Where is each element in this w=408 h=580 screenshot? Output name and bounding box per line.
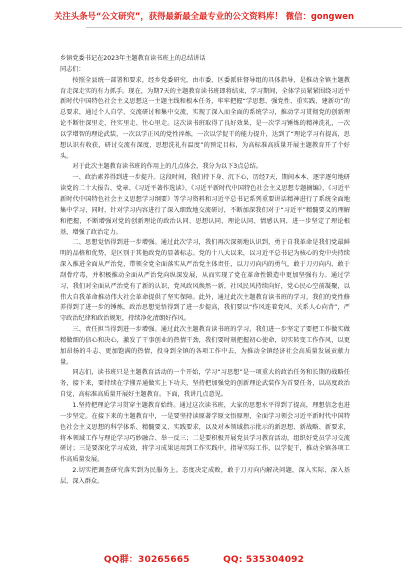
banner-divider bbox=[86, 27, 402, 28]
qq-group-number: 30265665 bbox=[138, 555, 190, 565]
paragraph: 三、责任担当得到进一步增强。通过此次主题教育读书班的学习，我们进一步坚定了要把工作做实做精做细的信心和决心，激发了干事创业的热情干劲，我们要时刻把握初心使命，切实转变工作作风，以更加昂扬的斗志、更加饱满的热情，投身到全镇的各项工作中去，为推动全镇经济社会高质量发展贡献力量。 bbox=[60, 326, 350, 366]
paragraph: 一、政治素养得到进一步提升。这段时间，我们持下身、沉下心，历经7天，期间本本、逐字逐句地研读党的二十大报告、党章、《习近平著作选读》、《习近平新时代中国特色社会主义思想专题摘编》、《习近平新时代中国特色社会主义思想学习纲要》等学习资料和习近平总书记系列重要讲话精神进行了系统全面地集中学习，同时，针对学习内容进行了深入细致地交流研讨，不断加深我们对于“习近平”精髓要义的理解和把握，不断增强对党的创新理论的政治认同、思想认同、理论认同、情感认同，进一步坚定了理论根基，增强了政治定力。 bbox=[60, 174, 350, 236]
paragraph: 按照全县统一部署和要求，经乡党委研究，由市委、区委派驻督导组的具体指导，是推动全镇主题教育走深走实的有力抓手。现在，为期7天的主题教育读书班即将结束，学习期间，全体学员紧紧围绕习近平新时代中国特色社会主义思想这一主题主线和根本任务，牢牢把握“学思想、强党性、重实践、建新功”的总要求，通过个人自学、交流研讨和集中交流，实现了深入而全面的系统学习，推动学习贯彻党的创新理论不断往深里走、往实里走、往心里走。这次读书班取得了良好效果，是一次学习锤炼的精神洗礼，一次以学增智的理论武装，一次以学正风的党性淬炼，一次以学促干的能力提升，达到了“理论学习有提高，思想认识有收获，研讨交流有深度，思想洗礼有温度”的预定目标，为高标准高质量开展主题教育开了个好头。 bbox=[60, 76, 350, 160]
document-title: 乡镇党委书记在2023年主题教育读书班上的总结讲话 bbox=[60, 55, 206, 62]
qq-label: QQ: bbox=[223, 555, 243, 565]
salutation: 同志们： bbox=[60, 65, 85, 73]
document-body bbox=[60, 54, 350, 488]
qq-group-label: QQ群： bbox=[103, 555, 139, 565]
paragraph: 对于此次主题教育读书班的作用上的几点体会，我分为以下3点总结。 bbox=[72, 163, 262, 171]
qq-number: 535304092 bbox=[245, 555, 305, 565]
paragraph: 1.坚持把理论学习贯穿主题教育始终。通过这次读书班，大家的思想水平得到了提高，理想信念也进一步坚定。在接下来的主题教育中，一是要坚持读原著学原文悟原理，全面学习领会习近平新时代中国特色社会主义思想的科学体系、精髓要义、实践要求，以及对本领域指示批示的新思想、新战略、新要求，将本领域工作与理论学习巧妙融合、举一反三；二是要积极开展党员学习教育活动，组织好党员学习交流研讨；三是要深化学习成效，将学习成果运用到工作实践中，指导实际工作，以学促干，推动全镇各项工作高质量发展。 bbox=[60, 402, 350, 464]
paragraph: 2.切实把调查研究落实到为民服务上。态度决定成败，敢于刀刃向内解决问题，深入实际、深入基层、深入群众。 bbox=[60, 467, 350, 485]
paragraph: 同志们，读书班只是主题教育活动的一个开始，学习“习思想”是一项重大的政治任务和长期的战略任务，接下来，要持续在学懂弄通做实上下功夫，坚持把加强党的创新理论武装作为首要任务，以高度政治自觉，高标准高质量开展好主题教育。下面，我讲几点意见。 bbox=[60, 369, 350, 399]
promo-banner-text: 关注头条号“公文研究”，获得最新最全最专业的公文资料库！ 微信：gongwen bbox=[54, 11, 354, 21]
contact-footer bbox=[0, 548, 408, 570]
paragraph: 二、思想觉悟得到进一步增强。通过此次学习，我们再次深刻地认识到，勇于自我革命是我们党最鲜明的品格和优势，是区别于其他政党的显著标志。党的十八大以来，以习近平总书记为核心的党中央持续深入推进全面从严治党，带领全党全面落实从严治党主体责任，以刀刃向内的勇气，敢于刀刃向内、敢于刮骨疗毒，并积极推动全面从严治党向纵深发展，从而实现了党在革命性锻造中更加坚强有力。通过学习，我们对全面从严治党有了新的认识，党风政风焕然一新，社风民风持续向好，党心民心空前凝聚，以伟大自我革命推动伟大社会革命提供了坚实保障。此外，通过此次主题教育读书班的学习，我们的党性修养得到了进一步的锤炼，政治思想觉悟得到了进一步提高，我们要以“作风连着党风，关系人心向背”，严守政治纪律和政治规矩，持续净化清朗好作风。 bbox=[60, 239, 350, 323]
promo-banner bbox=[0, 0, 408, 34]
footer-contact-line bbox=[0, 552, 408, 565]
